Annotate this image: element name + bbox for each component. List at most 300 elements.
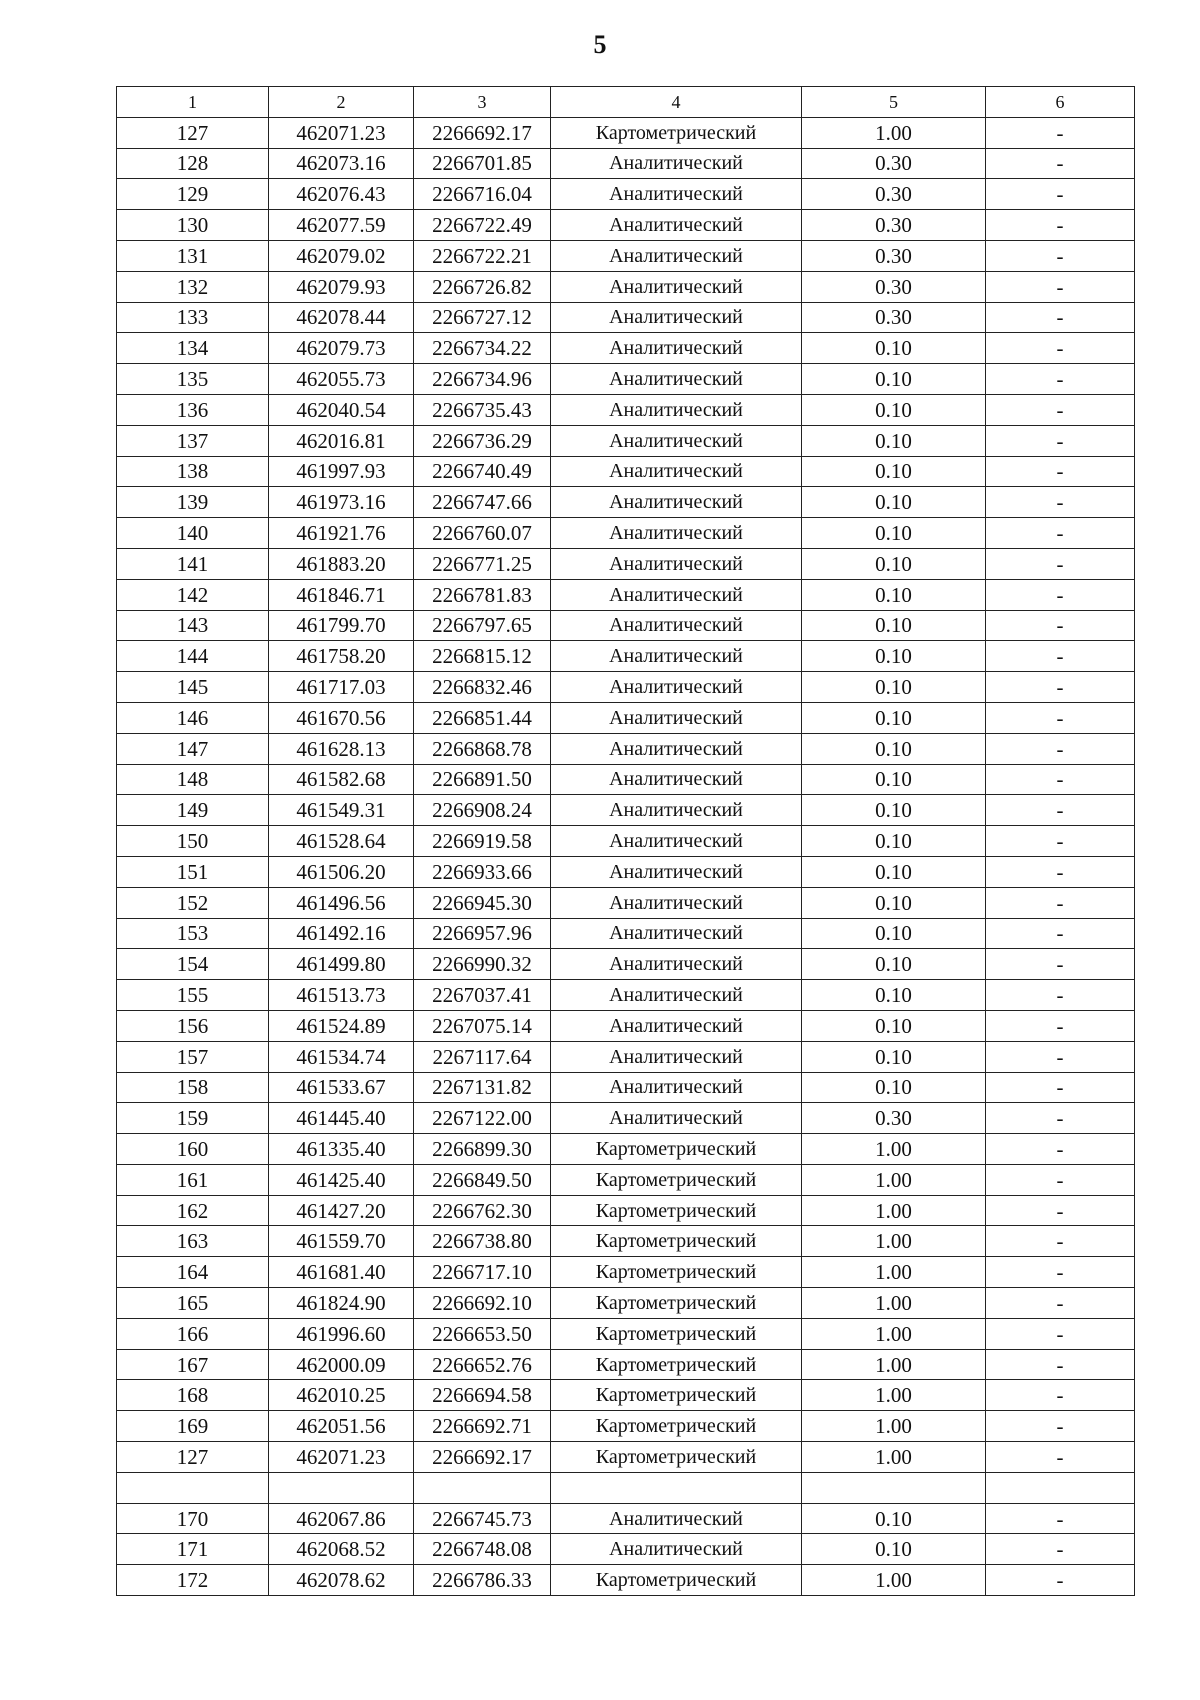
point-number-cell: 127 bbox=[117, 1442, 269, 1473]
method-cell: Аналитический bbox=[551, 918, 802, 949]
accuracy-cell: 0.30 bbox=[802, 148, 986, 179]
point-number-cell: 139 bbox=[117, 487, 269, 518]
note-cell: - bbox=[986, 302, 1135, 333]
x-coordinate-cell: 461496.56 bbox=[269, 887, 414, 918]
accuracy-cell: 1.00 bbox=[802, 1226, 986, 1257]
point-number-cell: 145 bbox=[117, 672, 269, 703]
y-coordinate-cell: 2266849.50 bbox=[414, 1164, 551, 1195]
method-cell: Картометрический bbox=[551, 1318, 802, 1349]
method-cell: Картометрический bbox=[551, 1226, 802, 1257]
note-cell: - bbox=[986, 425, 1135, 456]
y-coordinate-cell: 2266786.33 bbox=[414, 1565, 551, 1596]
point-number-cell: 142 bbox=[117, 579, 269, 610]
table-row bbox=[117, 1411, 1135, 1442]
method-cell: Аналитический bbox=[551, 579, 802, 610]
point-number-cell: 144 bbox=[117, 641, 269, 672]
point-number-cell: 171 bbox=[117, 1534, 269, 1565]
note-cell bbox=[986, 1472, 1135, 1503]
x-coordinate-cell: 462071.23 bbox=[269, 117, 414, 148]
point-number-cell: 152 bbox=[117, 887, 269, 918]
point-number-cell: 167 bbox=[117, 1349, 269, 1380]
note-cell: - bbox=[986, 210, 1135, 241]
method-cell: Картометрический bbox=[551, 1380, 802, 1411]
point-number-cell: 168 bbox=[117, 1380, 269, 1411]
point-number-cell: 154 bbox=[117, 949, 269, 980]
accuracy-cell: 0.30 bbox=[802, 179, 986, 210]
method-cell: Аналитический bbox=[551, 179, 802, 210]
method-cell: Аналитический bbox=[551, 1072, 802, 1103]
y-coordinate-cell: 2266748.08 bbox=[414, 1534, 551, 1565]
y-coordinate-cell: 2266851.44 bbox=[414, 702, 551, 733]
x-coordinate-cell: 461582.68 bbox=[269, 764, 414, 795]
y-coordinate-cell: 2266717.10 bbox=[414, 1257, 551, 1288]
x-coordinate-cell: 461996.60 bbox=[269, 1318, 414, 1349]
note-cell: - bbox=[986, 1103, 1135, 1134]
note-cell: - bbox=[986, 795, 1135, 826]
accuracy-cell: 1.00 bbox=[802, 1565, 986, 1596]
note-cell: - bbox=[986, 856, 1135, 887]
point-number-cell: 157 bbox=[117, 1041, 269, 1072]
point-number-cell: 136 bbox=[117, 394, 269, 425]
x-coordinate-cell: 461533.67 bbox=[269, 1072, 414, 1103]
table-row bbox=[117, 333, 1135, 364]
x-coordinate-cell: 462016.81 bbox=[269, 425, 414, 456]
table-row bbox=[117, 1565, 1135, 1596]
table-row bbox=[117, 610, 1135, 641]
y-coordinate-cell: 2266652.76 bbox=[414, 1349, 551, 1380]
y-coordinate-cell: 2266957.96 bbox=[414, 918, 551, 949]
table-row bbox=[117, 1134, 1135, 1165]
accuracy-cell: 0.10 bbox=[802, 980, 986, 1011]
table-row bbox=[117, 795, 1135, 826]
x-coordinate-cell: 461670.56 bbox=[269, 702, 414, 733]
x-coordinate-cell: 461758.20 bbox=[269, 641, 414, 672]
y-coordinate-cell: 2266781.83 bbox=[414, 579, 551, 610]
table-row bbox=[117, 702, 1135, 733]
method-cell: Аналитический bbox=[551, 148, 802, 179]
note-cell: - bbox=[986, 1318, 1135, 1349]
note-cell: - bbox=[986, 887, 1135, 918]
table-row bbox=[117, 887, 1135, 918]
table-row bbox=[117, 1041, 1135, 1072]
point-number-cell: 137 bbox=[117, 425, 269, 456]
accuracy-cell: 1.00 bbox=[802, 1411, 986, 1442]
x-coordinate-cell: 461824.90 bbox=[269, 1288, 414, 1319]
table-row bbox=[117, 1195, 1135, 1226]
accuracy-cell: 0.10 bbox=[802, 425, 986, 456]
table-row bbox=[117, 240, 1135, 271]
x-coordinate-cell: 462067.86 bbox=[269, 1503, 414, 1534]
x-coordinate-cell: 461534.74 bbox=[269, 1041, 414, 1072]
method-cell: Аналитический bbox=[551, 764, 802, 795]
table-row bbox=[117, 1010, 1135, 1041]
accuracy-cell: 1.00 bbox=[802, 1164, 986, 1195]
header-cell-6: 6 bbox=[986, 87, 1135, 118]
method-cell: Картометрический bbox=[551, 1134, 802, 1165]
method-cell: Аналитический bbox=[551, 333, 802, 364]
method-cell: Картометрический bbox=[551, 1442, 802, 1473]
accuracy-cell: 0.10 bbox=[802, 333, 986, 364]
note-cell: - bbox=[986, 1411, 1135, 1442]
y-coordinate-cell: 2266692.71 bbox=[414, 1411, 551, 1442]
x-coordinate-cell: 461799.70 bbox=[269, 610, 414, 641]
point-number-cell: 135 bbox=[117, 364, 269, 395]
method-cell: Аналитический bbox=[551, 733, 802, 764]
method-cell: Аналитический bbox=[551, 672, 802, 703]
x-coordinate-cell: 461559.70 bbox=[269, 1226, 414, 1257]
accuracy-cell: 1.00 bbox=[802, 1349, 986, 1380]
table-row bbox=[117, 179, 1135, 210]
method-cell: Аналитический bbox=[551, 364, 802, 395]
y-coordinate-cell: 2266738.80 bbox=[414, 1226, 551, 1257]
point-number-cell: 163 bbox=[117, 1226, 269, 1257]
accuracy-cell: 0.10 bbox=[802, 887, 986, 918]
accuracy-cell: 0.30 bbox=[802, 271, 986, 302]
x-coordinate-cell: 461717.03 bbox=[269, 672, 414, 703]
y-coordinate-cell: 2267117.64 bbox=[414, 1041, 551, 1072]
point-number-cell: 158 bbox=[117, 1072, 269, 1103]
table-row bbox=[117, 425, 1135, 456]
note-cell: - bbox=[986, 949, 1135, 980]
y-coordinate-cell: 2266919.58 bbox=[414, 826, 551, 857]
x-coordinate-cell: 462078.62 bbox=[269, 1565, 414, 1596]
method-cell: Аналитический bbox=[551, 1103, 802, 1134]
header-cell-5: 5 bbox=[802, 87, 986, 118]
accuracy-cell: 0.10 bbox=[802, 949, 986, 980]
x-coordinate-cell: 461492.16 bbox=[269, 918, 414, 949]
note-cell: - bbox=[986, 179, 1135, 210]
method-cell: Картометрический bbox=[551, 117, 802, 148]
y-coordinate-cell: 2266692.10 bbox=[414, 1288, 551, 1319]
point-number-cell: 146 bbox=[117, 702, 269, 733]
y-coordinate-cell: 2266692.17 bbox=[414, 1442, 551, 1473]
accuracy-cell: 0.30 bbox=[802, 240, 986, 271]
accuracy-cell: 0.10 bbox=[802, 672, 986, 703]
method-cell: Аналитический bbox=[551, 1534, 802, 1565]
accuracy-cell: 0.10 bbox=[802, 579, 986, 610]
note-cell: - bbox=[986, 394, 1135, 425]
table-row bbox=[117, 302, 1135, 333]
x-coordinate-cell: 461681.40 bbox=[269, 1257, 414, 1288]
point-number-cell: 155 bbox=[117, 980, 269, 1011]
accuracy-cell: 1.00 bbox=[802, 1442, 986, 1473]
x-coordinate-cell: 461524.89 bbox=[269, 1010, 414, 1041]
note-cell: - bbox=[986, 733, 1135, 764]
point-number-cell: 159 bbox=[117, 1103, 269, 1134]
method-cell: Аналитический bbox=[551, 394, 802, 425]
y-coordinate-cell: 2267131.82 bbox=[414, 1072, 551, 1103]
method-cell: Аналитический bbox=[551, 641, 802, 672]
note-cell: - bbox=[986, 1349, 1135, 1380]
table-row bbox=[117, 1349, 1135, 1380]
method-cell: Картометрический bbox=[551, 1288, 802, 1319]
method-cell: Картометрический bbox=[551, 1257, 802, 1288]
note-cell: - bbox=[986, 1010, 1135, 1041]
y-coordinate-cell: 2266891.50 bbox=[414, 764, 551, 795]
table-row bbox=[117, 733, 1135, 764]
x-coordinate-cell: 461846.71 bbox=[269, 579, 414, 610]
table-row bbox=[117, 487, 1135, 518]
y-coordinate-cell: 2266653.50 bbox=[414, 1318, 551, 1349]
accuracy-cell: 0.10 bbox=[802, 1503, 986, 1534]
x-coordinate-cell: 462079.73 bbox=[269, 333, 414, 364]
y-coordinate-cell: 2266692.17 bbox=[414, 117, 551, 148]
x-coordinate-cell: 462040.54 bbox=[269, 394, 414, 425]
table-row bbox=[117, 980, 1135, 1011]
note-cell: - bbox=[986, 456, 1135, 487]
point-number-cell: 143 bbox=[117, 610, 269, 641]
accuracy-cell: 0.10 bbox=[802, 1534, 986, 1565]
method-cell: Аналитический bbox=[551, 210, 802, 241]
note-cell: - bbox=[986, 610, 1135, 641]
accuracy-cell: 1.00 bbox=[802, 1195, 986, 1226]
point-number-cell: 170 bbox=[117, 1503, 269, 1534]
point-number-cell: 133 bbox=[117, 302, 269, 333]
note-cell: - bbox=[986, 1288, 1135, 1319]
method-cell: Аналитический bbox=[551, 1503, 802, 1534]
accuracy-cell: 0.10 bbox=[802, 795, 986, 826]
x-coordinate-cell: 462055.73 bbox=[269, 364, 414, 395]
method-cell: Аналитический bbox=[551, 610, 802, 641]
method-cell: Аналитический bbox=[551, 425, 802, 456]
point-number-cell: 131 bbox=[117, 240, 269, 271]
note-cell: - bbox=[986, 764, 1135, 795]
note-cell: - bbox=[986, 1164, 1135, 1195]
accuracy-cell: 1.00 bbox=[802, 1134, 986, 1165]
table-row bbox=[117, 764, 1135, 795]
accuracy-cell: 1.00 bbox=[802, 1318, 986, 1349]
table-row bbox=[117, 1380, 1135, 1411]
table-row bbox=[117, 1534, 1135, 1565]
table-row bbox=[117, 117, 1135, 148]
note-cell: - bbox=[986, 1195, 1135, 1226]
table-row bbox=[117, 672, 1135, 703]
y-coordinate-cell: 2266832.46 bbox=[414, 672, 551, 703]
accuracy-cell: 0.10 bbox=[802, 394, 986, 425]
y-coordinate-cell: 2266716.04 bbox=[414, 179, 551, 210]
point-number-cell: 141 bbox=[117, 548, 269, 579]
table-row bbox=[117, 518, 1135, 549]
accuracy-cell: 1.00 bbox=[802, 117, 986, 148]
method-cell: Аналитический bbox=[551, 302, 802, 333]
note-cell: - bbox=[986, 1442, 1135, 1473]
accuracy-cell: 0.30 bbox=[802, 210, 986, 241]
note-cell: - bbox=[986, 117, 1135, 148]
note-cell: - bbox=[986, 641, 1135, 672]
x-coordinate-cell: 461445.40 bbox=[269, 1103, 414, 1134]
accuracy-cell: 0.10 bbox=[802, 856, 986, 887]
note-cell: - bbox=[986, 579, 1135, 610]
y-coordinate-cell: 2266990.32 bbox=[414, 949, 551, 980]
y-coordinate-cell: 2266722.49 bbox=[414, 210, 551, 241]
x-coordinate-cell: 461549.31 bbox=[269, 795, 414, 826]
x-coordinate-cell: 461921.76 bbox=[269, 518, 414, 549]
table-row bbox=[117, 1318, 1135, 1349]
note-cell: - bbox=[986, 702, 1135, 733]
x-coordinate-cell: 462051.56 bbox=[269, 1411, 414, 1442]
method-cell bbox=[551, 1472, 802, 1503]
accuracy-cell: 0.10 bbox=[802, 610, 986, 641]
x-coordinate-cell: 462079.02 bbox=[269, 240, 414, 271]
method-cell: Аналитический bbox=[551, 980, 802, 1011]
y-coordinate-cell: 2266945.30 bbox=[414, 887, 551, 918]
y-coordinate-cell: 2266771.25 bbox=[414, 548, 551, 579]
table-row bbox=[117, 1103, 1135, 1134]
point-number-cell: 165 bbox=[117, 1288, 269, 1319]
note-cell: - bbox=[986, 1565, 1135, 1596]
y-coordinate-cell: 2266762.30 bbox=[414, 1195, 551, 1226]
table-row bbox=[117, 918, 1135, 949]
x-coordinate-cell: 461427.20 bbox=[269, 1195, 414, 1226]
coordinates-table bbox=[116, 86, 1135, 1596]
note-cell: - bbox=[986, 672, 1135, 703]
point-number-cell: 156 bbox=[117, 1010, 269, 1041]
accuracy-cell: 0.10 bbox=[802, 826, 986, 857]
x-coordinate-cell: 461997.93 bbox=[269, 456, 414, 487]
method-cell: Аналитический bbox=[551, 795, 802, 826]
point-number-cell: 150 bbox=[117, 826, 269, 857]
x-coordinate-cell: 461883.20 bbox=[269, 548, 414, 579]
table-row bbox=[117, 579, 1135, 610]
note-cell: - bbox=[986, 240, 1135, 271]
accuracy-cell: 0.10 bbox=[802, 456, 986, 487]
method-cell: Аналитический bbox=[551, 240, 802, 271]
y-coordinate-cell: 2266734.96 bbox=[414, 364, 551, 395]
method-cell: Аналитический bbox=[551, 826, 802, 857]
note-cell: - bbox=[986, 148, 1135, 179]
point-number-cell: 140 bbox=[117, 518, 269, 549]
table-row bbox=[117, 394, 1135, 425]
method-cell: Картометрический bbox=[551, 1411, 802, 1442]
x-coordinate-cell: 462010.25 bbox=[269, 1380, 414, 1411]
point-number-cell: 138 bbox=[117, 456, 269, 487]
header-cell-1: 1 bbox=[117, 87, 269, 118]
header-cell-2: 2 bbox=[269, 87, 414, 118]
x-coordinate-cell: 461499.80 bbox=[269, 949, 414, 980]
accuracy-cell: 1.00 bbox=[802, 1257, 986, 1288]
y-coordinate-cell: 2266735.43 bbox=[414, 394, 551, 425]
point-number-cell: 151 bbox=[117, 856, 269, 887]
y-coordinate-cell: 2266722.21 bbox=[414, 240, 551, 271]
y-coordinate-cell: 2266745.73 bbox=[414, 1503, 551, 1534]
table-row bbox=[117, 949, 1135, 980]
y-coordinate-cell: 2266740.49 bbox=[414, 456, 551, 487]
table-row bbox=[117, 1503, 1135, 1534]
x-coordinate-cell: 462068.52 bbox=[269, 1534, 414, 1565]
accuracy-cell: 0.30 bbox=[802, 302, 986, 333]
accuracy-cell: 0.10 bbox=[802, 764, 986, 795]
table-row bbox=[117, 1226, 1135, 1257]
accuracy-cell: 0.10 bbox=[802, 1010, 986, 1041]
page-number: 5 bbox=[593, 30, 607, 59]
method-cell: Аналитический bbox=[551, 856, 802, 887]
x-coordinate-cell: 461973.16 bbox=[269, 487, 414, 518]
y-coordinate-cell: 2266726.82 bbox=[414, 271, 551, 302]
table-body bbox=[117, 117, 1135, 1595]
note-cell: - bbox=[986, 918, 1135, 949]
y-coordinate-cell: 2266747.66 bbox=[414, 487, 551, 518]
table-row bbox=[117, 456, 1135, 487]
accuracy-cell: 0.10 bbox=[802, 548, 986, 579]
point-number-cell: 148 bbox=[117, 764, 269, 795]
y-coordinate-cell: 2266899.30 bbox=[414, 1134, 551, 1165]
accuracy-cell: 0.10 bbox=[802, 518, 986, 549]
method-cell: Картометрический bbox=[551, 1565, 802, 1596]
method-cell: Аналитический bbox=[551, 1010, 802, 1041]
header-cell-4: 4 bbox=[551, 87, 802, 118]
y-coordinate-cell: 2266868.78 bbox=[414, 733, 551, 764]
accuracy-cell: 0.10 bbox=[802, 1072, 986, 1103]
accuracy-cell: 0.10 bbox=[802, 702, 986, 733]
table-row bbox=[117, 1164, 1135, 1195]
y-coordinate-cell: 2266734.22 bbox=[414, 333, 551, 364]
note-cell: - bbox=[986, 1503, 1135, 1534]
accuracy-cell: 0.10 bbox=[802, 641, 986, 672]
accuracy-cell: 0.30 bbox=[802, 1103, 986, 1134]
table-row bbox=[117, 1072, 1135, 1103]
y-coordinate-cell: 2266694.58 bbox=[414, 1380, 551, 1411]
header-cell-3: 3 bbox=[414, 87, 551, 118]
point-number-cell: 166 bbox=[117, 1318, 269, 1349]
header-row bbox=[117, 87, 1135, 118]
y-coordinate-cell: 2267037.41 bbox=[414, 980, 551, 1011]
method-cell: Аналитический bbox=[551, 949, 802, 980]
method-cell: Аналитический bbox=[551, 487, 802, 518]
y-coordinate-cell: 2266815.12 bbox=[414, 641, 551, 672]
note-cell: - bbox=[986, 1534, 1135, 1565]
note-cell: - bbox=[986, 518, 1135, 549]
method-cell: Аналитический bbox=[551, 702, 802, 733]
note-cell: - bbox=[986, 1380, 1135, 1411]
table-row bbox=[117, 210, 1135, 241]
x-coordinate-cell: 461506.20 bbox=[269, 856, 414, 887]
table-row bbox=[117, 826, 1135, 857]
method-cell: Аналитический bbox=[551, 271, 802, 302]
y-coordinate-cell: 2267122.00 bbox=[414, 1103, 551, 1134]
y-coordinate-cell: 2266701.85 bbox=[414, 148, 551, 179]
table-row bbox=[117, 1257, 1135, 1288]
note-cell: - bbox=[986, 980, 1135, 1011]
table-row bbox=[117, 148, 1135, 179]
point-number-cell: 147 bbox=[117, 733, 269, 764]
note-cell: - bbox=[986, 1134, 1135, 1165]
point-number-cell: 130 bbox=[117, 210, 269, 241]
x-coordinate-cell: 462073.16 bbox=[269, 148, 414, 179]
y-coordinate-cell: 2266908.24 bbox=[414, 795, 551, 826]
note-cell: - bbox=[986, 364, 1135, 395]
method-cell: Картометрический bbox=[551, 1349, 802, 1380]
x-coordinate-cell: 462071.23 bbox=[269, 1442, 414, 1473]
table-row bbox=[117, 1442, 1135, 1473]
accuracy-cell: 0.10 bbox=[802, 1041, 986, 1072]
point-number-cell: 134 bbox=[117, 333, 269, 364]
point-number-cell: 169 bbox=[117, 1411, 269, 1442]
method-cell: Аналитический bbox=[551, 518, 802, 549]
x-coordinate-cell: 462076.43 bbox=[269, 179, 414, 210]
y-coordinate-cell: 2266727.12 bbox=[414, 302, 551, 333]
note-cell: - bbox=[986, 826, 1135, 857]
note-cell: - bbox=[986, 1041, 1135, 1072]
accuracy-cell: 0.10 bbox=[802, 364, 986, 395]
accuracy-cell: 0.10 bbox=[802, 733, 986, 764]
accuracy-cell: 1.00 bbox=[802, 1380, 986, 1411]
point-number-cell: 132 bbox=[117, 271, 269, 302]
table-row bbox=[117, 548, 1135, 579]
point-number-cell: 128 bbox=[117, 148, 269, 179]
accuracy-cell bbox=[802, 1472, 986, 1503]
method-cell: Картометрический bbox=[551, 1164, 802, 1195]
y-coordinate-cell: 2266797.65 bbox=[414, 610, 551, 641]
